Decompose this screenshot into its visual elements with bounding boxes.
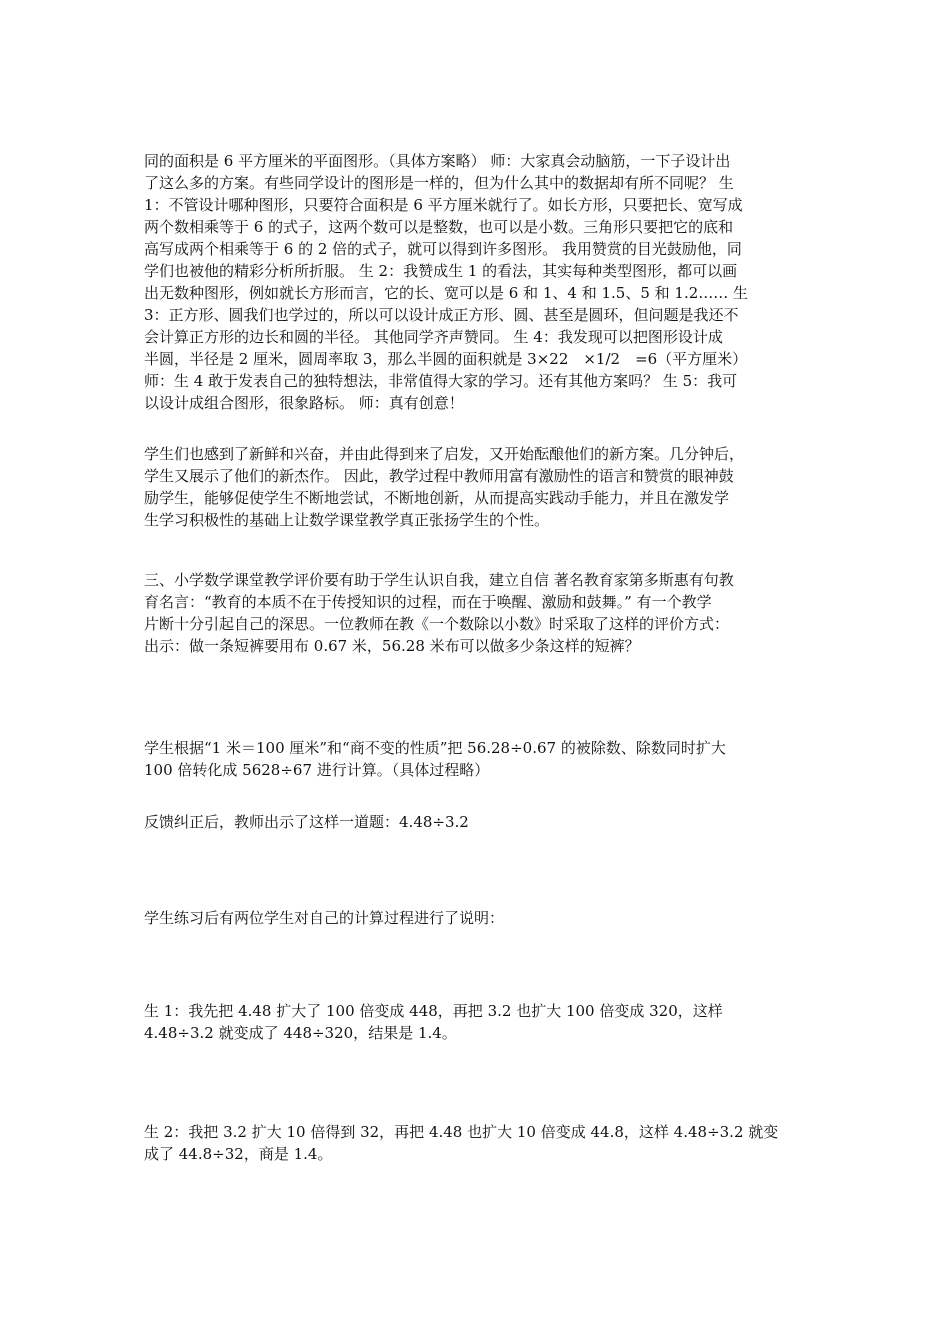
paragraph-design-discussion <box>144 150 812 414</box>
text-line: 两个数相乘等于 6 的式子，这两个数可以是整数，也可以是小数。三角形只要把它的底和 <box>144 218 734 236</box>
text-line: 以设计成组合图形，很象路标。 师：真有创意！ <box>144 394 464 412</box>
paragraph-student-explanations-intro <box>144 907 812 929</box>
text-line: 学生练习后有两位学生对自己的计算过程进行了说明： <box>144 909 505 927</box>
text-line: 了这么多的方案。有些同学设计的图形是一样的，但为什么其中的数据却有所不同呢？ 生 <box>144 174 734 192</box>
text-line: 4.48÷3.2 就变成了 448÷320，结果是 1.4。 <box>144 1024 457 1042</box>
text-line: 高写成两个相乘等于 6 的 2 倍的式子，就可以得到许多图形。 我用赞赏的目光鼓励他，同 <box>144 240 742 258</box>
text-line: 师：生 4 敢于发表自己的独特想法，非常值得大家的学习。还有其他方案吗？ 生 5：我可 <box>144 372 738 390</box>
paragraph-encouragement <box>144 443 812 531</box>
paragraph-feedback-question <box>144 811 812 833</box>
text-line: 片断十分引起自己的深思。一位教师在教《一个数除以小数》时采取了这样的评价方式： <box>144 615 730 633</box>
text-line: 3：正方形、圆我们也学过的，所以可以设计成正方形、圆、甚至是圆环，但问题是我还不 <box>144 306 739 324</box>
text-line: 生 2：我把 3.2 扩大 10 倍得到 32，再把 4.48 也扩大 10 倍变成 44.8，这样 4.48÷3.2 就变 <box>144 1123 779 1141</box>
text-line: 出无数种图形，例如就长方形而言，它的长、宽可以是 6 和 1、4 和 1.5、5 和 1.2…… 生 <box>144 284 749 302</box>
text-line: 三、小学数学课堂教学评价要有助于学生认识自我，建立自信 著名教育家第多斯惠有句教 <box>144 571 734 589</box>
text-line: 生学习积极性的基础上让数学课堂教学真正张扬学生的个性。 <box>144 511 550 529</box>
text-line: 学生们也感到了新鲜和兴奋，并由此得到来了启发，又开始酝酿他们的新方案。几分钟后， <box>144 445 745 463</box>
text-line: 出示：做一条短裤要用布 0.67 米，56.28 米布可以做多少条这样的短裤？ <box>144 637 640 655</box>
paragraph-student-one <box>144 1000 812 1044</box>
text-line: 半圆，半径是 2 厘米，圆周率取 3，那么半圆的面积就是 3×22 ×1/2 =6（平方厘米） <box>144 350 748 368</box>
text-line: 励学生，能够促使学生不断地尝试，不断地创新，从而提高实践动手能力，并且在激发学 <box>144 489 730 507</box>
text-line: 生 1：我先把 4.48 扩大了 100 倍变成 448，再把 3.2 也扩大 100 倍变成 320，这样 <box>144 1002 723 1020</box>
text-line: 学们也被他的精彩分析所折服。 生 2：我赞成生 1 的看法，其实每种类型图形，都可以画 <box>144 262 738 280</box>
text-line: 育名言：“教育的本质不在于传授知识的过程，而在于唤醒、激励和鼓舞。” 有一个教学 <box>144 593 712 611</box>
text-line: 成了 44.8÷32，商是 1.4。 <box>144 1145 333 1163</box>
text-line: 100 倍转化成 5628÷67 进行计算。（具体过程略） <box>144 761 490 779</box>
text-line: 1：不管设计哪种图形，只要符合面积是 6 平方厘米就行了。如长方形，只要把长、宽写成 <box>144 196 743 214</box>
text-line: 学生根据“1 米＝100 厘米”和“商不变的性质”把 56.28÷0.67 的被除数、除数同时扩大 <box>144 739 726 757</box>
paragraph-section-three <box>144 569 812 657</box>
text-line: 同的面积是 6 平方厘米的平面图形。（具体方案略） 师：大家真会动脑筋，一下子设计出 <box>144 152 731 170</box>
text-line: 学生又展示了他们的新杰作。 因此，教学过程中教师用富有激励性的语言和赞赏的眼神鼓 <box>144 467 734 485</box>
paragraph-student-conversion <box>144 737 812 781</box>
text-line: 会计算正方形的边长和圆的半径。 其他同学齐声赞同。 生 4：我发现可以把图形设计成 <box>144 328 723 346</box>
text-line: 反馈纠正后，教师出示了这样一道题：4.48÷3.2 <box>144 813 469 831</box>
paragraph-student-two <box>144 1121 812 1165</box>
